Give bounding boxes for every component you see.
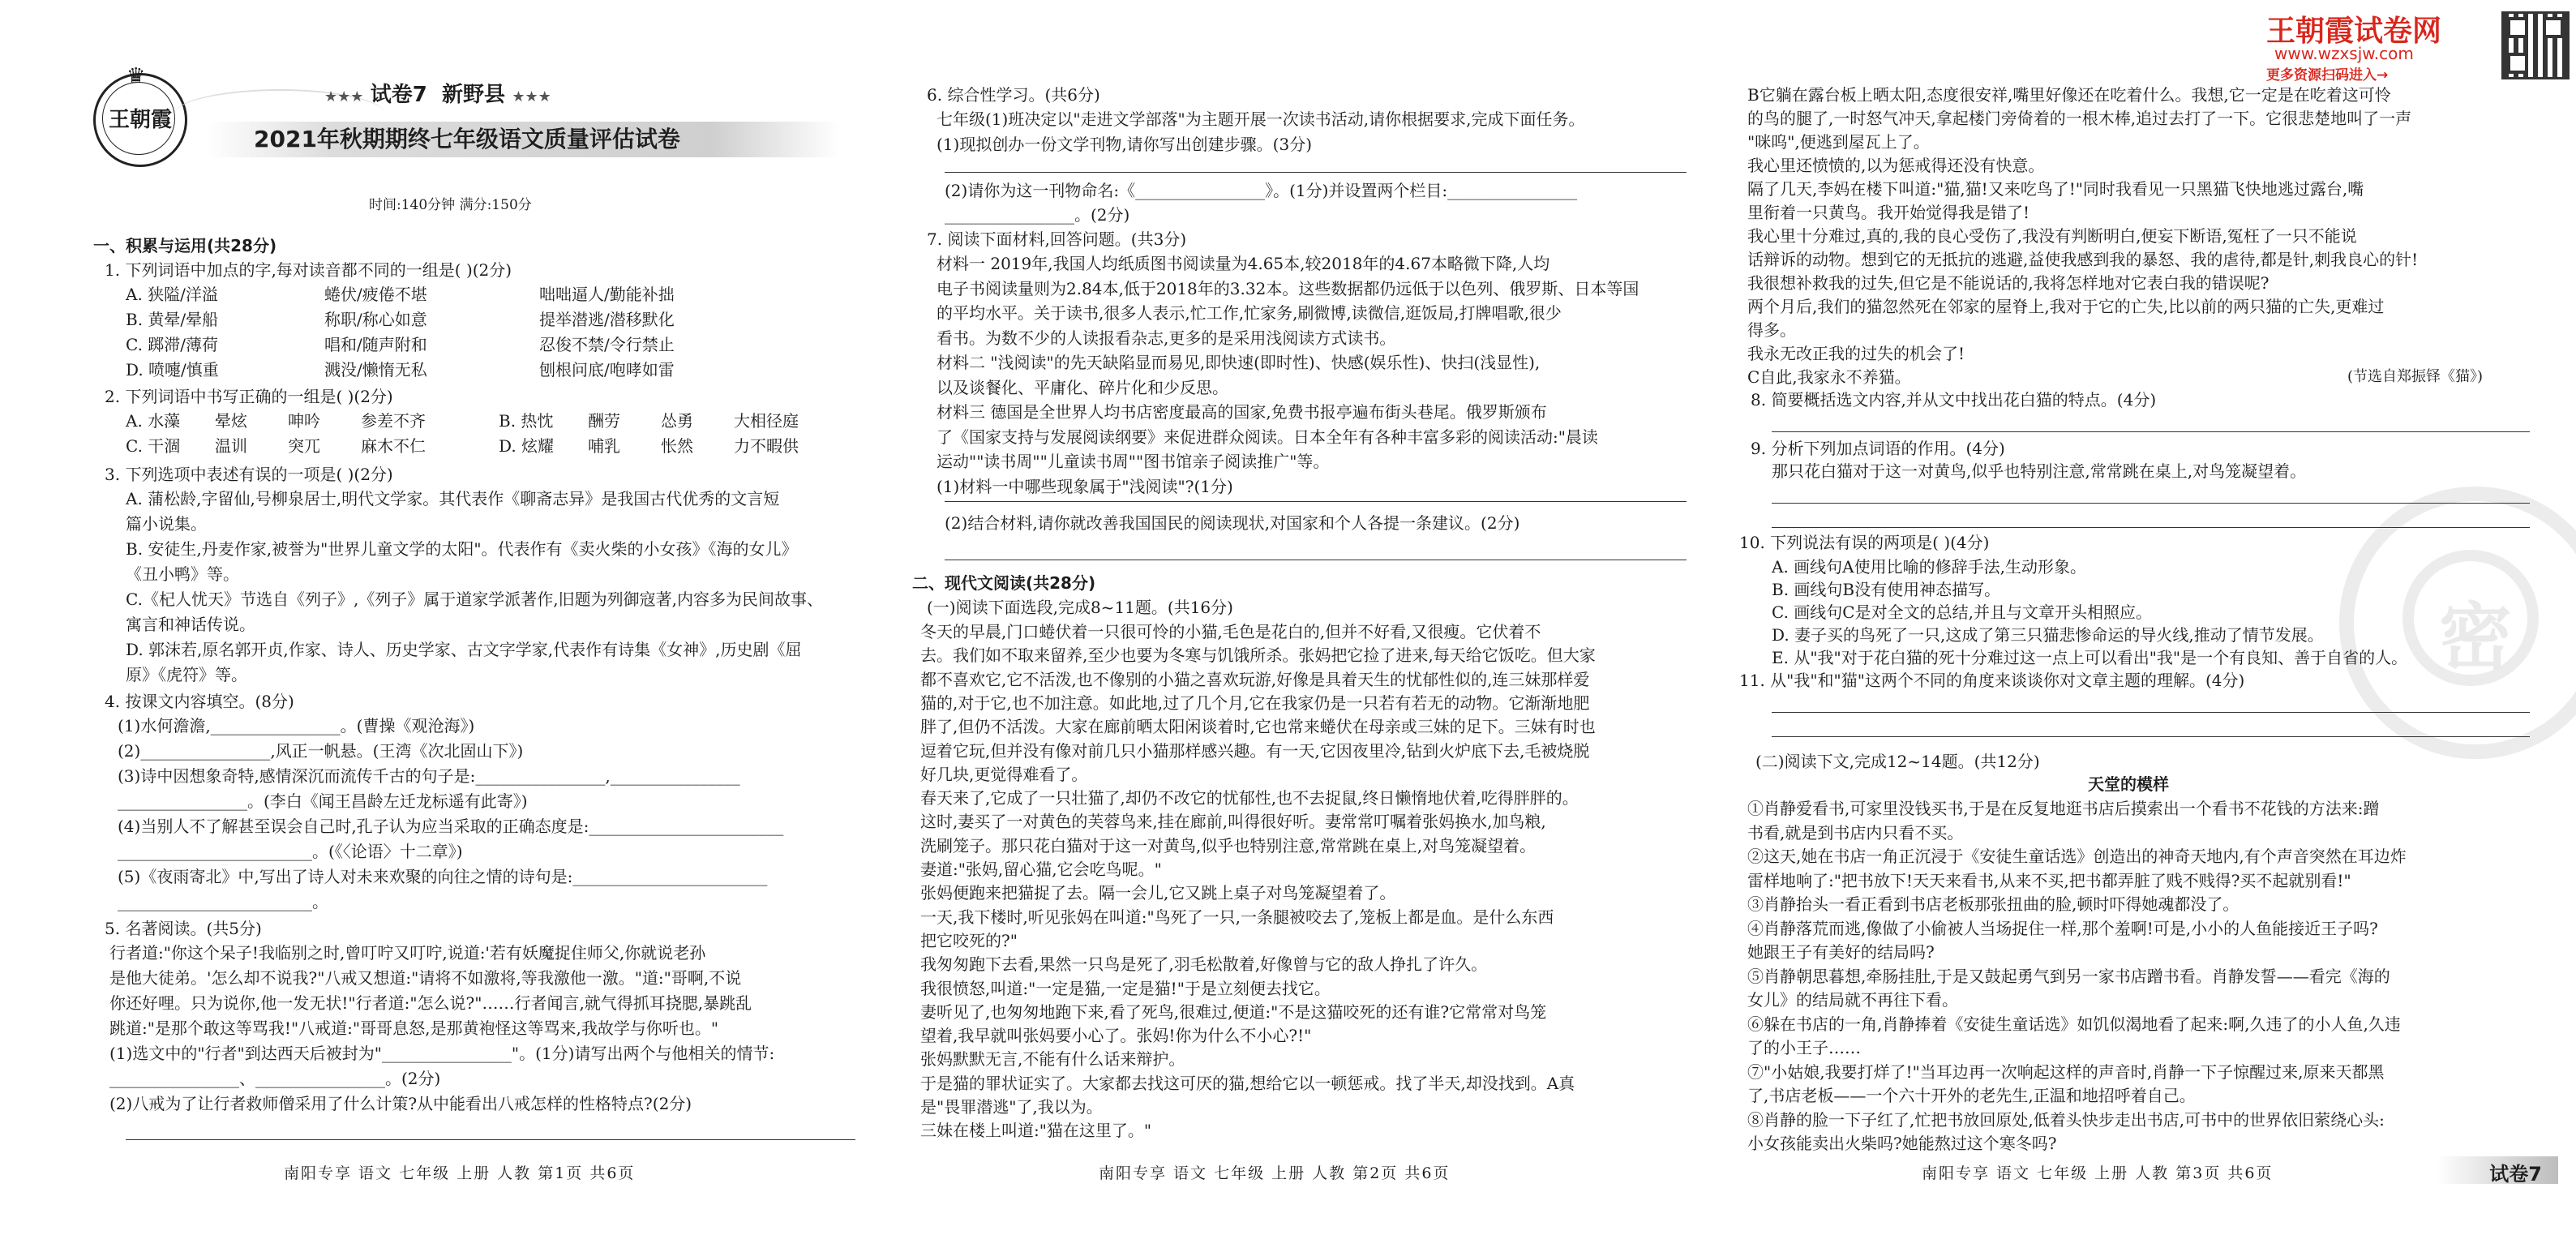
question-9: 9. 分析下列加点词语的作用。(4分) (1751, 439, 2005, 458)
page-3-footer: 南阳专享 语文 七年级 上册 人教 第3页 共6页 (1922, 1164, 2274, 1182)
brand-name: 王朝霞试卷网 (2266, 15, 2442, 48)
option-text: 提举潜逃/潜移默化 (539, 310, 675, 329)
passage-line: ⑤肖静朝思暮想,牵肠挂肚,于是又鼓起勇气到另一家书店蹭书看。肖静发誓——看完《海的 (1747, 966, 2390, 986)
corner-label-text: 试卷7 (2489, 1163, 2542, 1186)
question-10: 10. 下列说法有误的两项是( )(4分) (1739, 533, 1990, 552)
option-text: C. 踯滞/薄荷 (126, 335, 219, 354)
passage-line: 了的小王子…… (1747, 1038, 1861, 1057)
passage-line: 我永无改正我的过失的机会了! (1747, 344, 1965, 363)
passage-line: B它躺在露台板上晒太阳,态度很安祥,嘴里好像还在吃着什么。我想,它一定是在吃着这可怜 (1747, 85, 2391, 105)
option-text: D. 喷嚏/慎重 (126, 360, 219, 380)
answer-line[interactable] (1772, 503, 2530, 504)
passage-line: 洗刷笼子。那只花白猫对于这一对黄鸟,似乎也特别注意,常常跳在桌上,对鸟笼凝望着。 (920, 835, 1537, 855)
material-line: 运动""读书周""儿童读书周""图书馆亲子阅读推广"等。 (937, 452, 1330, 471)
section-3-subtitle: (二)阅读下文,完成12~14题。(共12分) (1755, 752, 2040, 771)
option-text: 唱和/随声附和 (324, 335, 427, 354)
fill-blank-item: (5)《夜雨寄北》中,写出了诗人对未来欢聚的向往之情的诗句是:________________________ (118, 867, 768, 886)
question-6-2b: ________________。(2分) (945, 205, 1130, 225)
passage-line: 女儿》的结局就不再往下看。 (1747, 990, 1958, 1010)
material-line: (1)材料一中哪些现象属于"浅阅读"?(1分) (937, 476, 1233, 496)
passage-line: 是"畏罪潜逃"了,我以为。 (920, 1097, 1103, 1117)
option-text: 晕炫 (215, 411, 247, 431)
passage-line: (1)选文中的"行者"到达西天后被封为"________________"。(1分)请写出两个与他相关的情节: (109, 1044, 775, 1063)
passage-line: 她跟王子有美好的结局吗? (1747, 942, 1935, 962)
option-text: A. 水藻 (126, 411, 181, 431)
watermark-seal: 密 (2339, 487, 2576, 759)
passage-line: 两个月后,我们的猫忽然死在邻家的屋脊上,我对于它的亡失,比以前的两只猫的亡失,更难过 (1747, 297, 2385, 316)
section-1-title: 一、积累与运用(共28分) (93, 236, 277, 255)
passage-line: ④肖静落荒而逃,像做了小偷被人当场捉住一样,那个羞啊!可是,小小的人鱼能接近王子吗? (1747, 918, 2378, 938)
passage-line: C自此,我家永不养猫。 (1747, 367, 1911, 387)
passage-line: 张妈默默无言,不能有什么话来辩护。 (920, 1049, 1185, 1070)
county-name: 新野县 (442, 83, 506, 107)
passage-line: 三妹在楼上叫道:"猫在这里了。" (920, 1121, 1152, 1141)
option-text: 突兀 (288, 436, 320, 456)
qr-code-icon[interactable] (2501, 11, 2570, 79)
passage-line: ________________、________________。(2分) (109, 1069, 441, 1088)
answer-line[interactable] (945, 172, 1687, 173)
passage-line: 妻听见了,也匆匆地跑下来,看了死鸟,很难过,便道:"不是这猫咬死的还有谁?它常常对鸟笼 (920, 1001, 1547, 1022)
option-text: 《丑小鸭》等。 (126, 564, 239, 584)
option-text: D. 炫耀 (499, 436, 555, 456)
question-line: 七年级(1)班决定以"走进文学部落"为主题开展一次读书活动,请你根据要求,完成下面任务。 (937, 109, 1585, 129)
passage-line: 你还好哩。只为说你,他一发无状!"行者道:"怎么说?"……行者闻言,就气得抓耳挠腮,暴跳乱 (109, 993, 752, 1013)
option-text: A. 蒲松龄,字留仙,号柳泉居士,明代文学家。其代表作《聊斋志异》是我国古代优秀的文言短 (126, 489, 780, 508)
material-line: 了《国家支持与发展阅读纲要》来促进群众阅读。日本全年有各种丰富多彩的阅读活动:"晨读 (937, 427, 1598, 447)
crown-icon: ♛ (126, 64, 146, 88)
option-text: D. 妻子买的鸟死了一只,这成了第三只猫悲惨命运的导火线,推动了情节发展。 (1772, 625, 2324, 645)
section-3-title: 天堂的模样 (2088, 774, 2169, 794)
option-text: B. 黄晕/晕船 (126, 310, 219, 329)
passage-line: 张妈便跑来把猫捉了去。隔一会儿,它又跳上桌子对鸟笼凝望着了。 (920, 883, 1396, 903)
passage-line: 跳道:"是那个敢这等骂我!"八戒道:"哥哥息怒,是那黄袍怪这等骂来,我故学与你听也。" (109, 1018, 719, 1038)
brand-logo (93, 64, 187, 167)
passage-line: ⑧肖静的脸一下子红了,忙把书放回原处,低着头快步走出书店,可书中的世界依旧萦绕心头: (1747, 1109, 2385, 1130)
option-text: D. 郭沫若,原名郭开贞,作家、诗人、历史学家、古文字学家,代表作有诗集《女神》,历史剧《屈 (126, 640, 802, 659)
corner-label (2437, 1156, 2558, 1184)
option-text: 酬劳 (588, 411, 620, 431)
material-line: 材料二 "浅阅读"的先天缺陷显而易见,即快速(即时性)、快感(娱乐性)、快扫(浅显性), (937, 353, 1541, 372)
passage-line: 一天,我下楼时,听见张妈在叫道:"鸟死了一只,一条腿被咬去了,笼板上都是血。是什么东西 (920, 907, 1554, 927)
passage-line: 望着,我早就叫张妈要小心了。张妈!你为什么不小心?!" (920, 1026, 1312, 1046)
material-line: 看书。为数不少的人读报看杂志,更多的是采用浅阅读方式读书。 (937, 328, 1396, 348)
section-2-title: 二、现代文阅读(共28分) (912, 573, 1096, 593)
passage-line: ③肖静抬头一看正看到书店老板那张扭曲的脸,顿时吓得她魂都没了。 (1747, 894, 2240, 914)
page-1 (93, 0, 864, 1235)
option-text: 力不暇供 (734, 436, 799, 456)
passage-line: 好几块,更觉得难看了。 (920, 764, 1088, 784)
material-line: 材料三 德国是全世界人均书店密度最高的国家,免费书报亭遍布街头巷尾。俄罗斯颁布 (937, 402, 1547, 422)
question-2: 2. 下列词语中书写正确的一组是( )(2分) (105, 387, 393, 406)
option-text: C. 画线句C是对全文的总结,并且与文章开头相照应。 (1772, 602, 2152, 622)
section-2-subtitle: (一)阅读下面选段,完成8~11题。(共16分) (927, 598, 1233, 617)
fill-blank-item: (4)当别人不了解甚至误会自己时,孔子认为应当采取的正确态度是:________________________ (118, 817, 784, 836)
question-6: 6. 综合性学习。(共6分) (927, 85, 1100, 105)
passage-line: 逗着它玩,但并没有像对前几只小猫那样感兴趣。有一天,它因夜里冷,钻到火炉底下去,毛被烧脱 (920, 740, 1590, 761)
passage-line: 的鸟的腿了,一时怒气冲天,拿起楼门旁倚着的一根木棒,追过去打了一下。它很悲楚地叫了一声 (1747, 109, 2412, 128)
brand-tag: 更多资源扫码进入→ (2266, 67, 2389, 84)
option-text: B. 画线句B没有使用神态描写。 (1772, 580, 2001, 599)
option-text: E. 从"我"对于花白猫的死十分难过这一点上可以看出"我"是一个有良知、善于自省的人。 (1772, 648, 2408, 667)
page-1-footer: 南阳专享 语文 七年级 上册 人教 第1页 共6页 (284, 1164, 636, 1182)
passage-line: 胖了,但仍不活泼。大家在廊前晒太阳闲谈着时,它也常来蜷伏在母亲或三妹的足下。三妹有时也 (920, 717, 1596, 737)
option-text: 哺乳 (588, 436, 620, 456)
logo-text: 王朝霞 (108, 108, 172, 132)
passage-line: "咪呜",便逃到屋瓦上了。 (1747, 132, 1930, 152)
question-3: 3. 下列选项中表述有误的一项是( )(2分) (105, 465, 393, 484)
passage-line: 是他大徒弟。'怎么却不说我?"八戒又想道:"请将不如激将,等我激他一激。"道:"哥啊,不说 (109, 968, 742, 988)
passage-line: 冬天的早晨,门口蜷伏着一只很可怜的小猫,毛色是花白的,但并不好看,又很瘦。它伏着不 (920, 622, 1541, 641)
exam-title: 2021年秋期期终七年级语文质量评估试卷 (254, 126, 680, 152)
option-text: C.《杞人忧天》节选自《列子》,《列子》属于道家学派著作,旧题为列御寇著,内容多为民间故事、 (126, 590, 824, 609)
option-text: 原》《虎符》等。 (126, 665, 247, 684)
fill-blank-item: ________________________。 (118, 892, 328, 911)
option-text: 称职/称心如意 (324, 310, 427, 329)
passage-line: 得多。 (1747, 320, 1796, 340)
passage-line: 里衔着一只黄鸟。我开始觉得我是错了! (1747, 203, 2030, 222)
page-2-footer: 南阳专享 语文 七年级 上册 人教 第2页 共6页 (1099, 1164, 1451, 1182)
exam-number: 试卷7 (370, 83, 427, 107)
option-text: C. 干涸 (126, 436, 181, 456)
fill-blank-item: ________________________。(《〈论语〉十二章》) (118, 842, 463, 861)
option-text: 呻吟 (288, 411, 320, 431)
passage-line: 我很愤怒,叫道:"一定是猫,一定是猫!"于是立刻便去找它。 (920, 978, 1331, 998)
material-line: 的平均水平。关于读书,很多人表示,忙工作,忙家务,刷微博,读微信,逛饭局,打牌唱歌,很少 (937, 303, 1562, 323)
option-text: 大相径庭 (734, 411, 799, 431)
fill-blank-item: (2)________________,风正一帆悬。(王湾《次北固山下》) (118, 741, 524, 761)
passage-line: ⑥躲在书店的一角,肖静捧着《安徒生童话选》如饥似渴地看了起来:啊,久违了的小人鱼,久违 (1747, 1014, 2401, 1034)
option-text: A. 狭隘/洋溢 (126, 285, 218, 304)
page-2 (912, 0, 1691, 1235)
passage-line: 于是猫的罪状证实了。大家都去找这可厌的猫,想给它以一顿惩戒。找了半天,却没找到。A真 (920, 1073, 1575, 1093)
option-text: 刨根问底/咆哮如雷 (539, 360, 675, 380)
question-4: 4. 按课文内容填空。(8分) (105, 692, 294, 711)
question-5: 5. 名著阅读。(共5分) (105, 919, 262, 938)
option-text: 参差不齐 (361, 411, 426, 431)
passage-line: 我心里还愤愤的,以为惩戒得还没有快意。 (1747, 156, 2045, 175)
option-text: A. 画线句A使用比喻的修辞手法,生动形象。 (1772, 557, 2086, 577)
stars-right: ★★★ (512, 88, 551, 105)
question-7: 7. 阅读下面材料,回答问题。(共3分) (927, 229, 1187, 249)
passage-line: 书看,就是到书店内只看不买。 (1747, 822, 1964, 843)
passage-line: 把它咬死的?" (920, 930, 1018, 950)
passage-line: ②这天,她在书店一角正沉浸于《安徒生童话选》创造出的神奇天地内,有个声音突然在耳边炸 (1747, 847, 2407, 866)
question-11: 11. 从"我"和"猫"这两个不同的角度来谈谈你对文章主题的理解。(4分) (1739, 671, 2245, 690)
passage-line: 这时,妻买了一对黄色的芙蓉鸟来,挂在廊前,叫得很好听。妻常常叮嘱着张妈换水,加鸟粮, (920, 812, 1546, 832)
material-line: 电子书阅读量则为2.84本,低于2018年的3.32本。这些数据都仍远低于以色列、俄罗斯、日本等国 (937, 278, 1639, 298)
passage-line: 小女孩能卖出火柴吗?她能熬过这个寒冬吗? (1747, 1134, 2057, 1153)
brand-url: www.wzxsjw.com (2274, 44, 2414, 63)
passage-line: 我很想补救我的过失,但它是不能说话的,我将怎样地对它表白我的错误呢? (1747, 273, 2270, 293)
answer-line[interactable] (1772, 712, 2530, 713)
passage-line: 猫的,对于它,也不加注意。如此地,过了几个月,它在我家仍是一只若有若无的动物。它渐渐地肥 (920, 693, 1590, 713)
question-8: 8. 简要概括选文内容,并从文中找出花白猫的特点。(4分) (1751, 390, 2157, 410)
passage-line: 春天来了,它成了一只壮猫了,却仍不改它的忧郁性,也不去捉鼠,终日懒惰地伏着,吃得胖胖的。 (920, 788, 1579, 808)
option-text: 溅没/懒惰无私 (324, 360, 427, 380)
option-text: 怂勇 (661, 411, 693, 431)
passage-line: 都不喜欢它,它不活泼,也不像别的小猫之喜欢玩游,好像是具着天生的忧郁性似的,连三妹那样爱 (920, 669, 1590, 689)
question-1: 1. 下列词语中加点的字,每对读音都不同的一组是( )(2分) (105, 260, 512, 280)
fill-blank-item: (1)水何澹澹,________________。(曹操《观沧海》) (118, 716, 475, 735)
option-text: B. 安徒生,丹麦作家,被誉为"世界儿童文学的太阳"。代表作有《卖火柴的小女孩》《海的女儿》 (126, 539, 798, 559)
answer-line[interactable] (126, 1139, 855, 1140)
question-line: (1)现拟创办一份文学刊物,请你写出创建步骤。(3分) (937, 135, 1313, 154)
fill-blank-item: ________________。(李白《闻王昌龄左迁龙标遥有此寄》) (118, 791, 528, 811)
question-7-2: (2)结合材料,请你就改善我国国民的阅读现状,对国家和个人各提一条建议。(2分) (945, 513, 1520, 533)
passage-line: 雷样地响了:"把书放下!天天来看书,从来不买,把书都弄脏了贱不贱得?买不起就别看!" (1747, 870, 2351, 890)
option-text: 篇小说集。 (126, 514, 207, 534)
material-line: 材料一 2019年,我国人均纸质图书阅读量为4.65本,较2018年的4.67本略微下降,人均 (937, 254, 1550, 273)
option-text: 蜷伏/疲倦不堪 (324, 285, 427, 304)
option-text: 麻木不仁 (361, 436, 426, 456)
passage-line: 我匆匆跑下去看,果然一只鸟是死了,羽毛松散着,好像曾与它的敌人挣扎了许久。 (920, 954, 1488, 975)
passage-line: 妻道:"张妈,留心猫,它会吃鸟呢。" (920, 860, 1162, 879)
option-text: 温训 (215, 436, 247, 456)
option-text: 寓言和神话传说。 (126, 615, 255, 634)
option-text: B. 热忱 (499, 411, 554, 431)
answer-line[interactable] (1772, 736, 2530, 737)
answer-line[interactable] (1772, 431, 2530, 432)
page-3 (1739, 0, 2558, 1235)
passage-line: 我心里十分难过,真的,我的良心受伤了,我没有判断明白,便妄下断语,冤枉了一只不能说 (1747, 226, 2357, 246)
passage-line: 行者道:"你这个呆子!我临别之时,曾叮咛又叮咛,说道:'若有妖魔捉住师父,你就说老孙 (109, 943, 706, 963)
stars-left: ★★★ (324, 88, 364, 105)
option-text: 怅然 (661, 436, 693, 456)
answer-line[interactable] (1772, 527, 2530, 528)
passage-line: 隔了几天,李妈在楼下叫道:"猫,猫!又来吃鸟了!"同时我看见一只黑猫飞快地逃过露台,嘴 (1747, 179, 2364, 199)
passage-line: 了,书店老板——一个六十开外的老先生,正温和地招呼着自己。 (1747, 1086, 2196, 1105)
passage-line: ⑦"小姑娘,我要打烊了!"当耳边再一次响起这样的声音时,肖静一下子惊醒过来,原来天都黑 (1747, 1061, 2385, 1082)
material-line: 以及谈餐化、平庸化、碎片化和少反思。 (937, 377, 1228, 397)
exam-meta: 时间:140分钟 满分:150分 (369, 197, 532, 213)
passage-line: 话辩诉的动物。想到它的无抵抗的逃避,益使我感到我的暴怒、我的虐待,都是针,刺我良心的针! (1747, 250, 2419, 269)
option-text: 忍俊不禁/令行禁止 (539, 335, 675, 354)
fill-blank-item: (3)诗中因想象奇特,感情深沉而流传千古的句子是:________________,________________ (118, 766, 740, 786)
option-text: 咄咄逼人/勤能补拙 (539, 285, 675, 304)
exam-heading (324, 81, 864, 111)
question-6-2: (2)请你为这一刊物命名:《________________》。(1分)并设置两个栏目:________________ (945, 181, 1578, 200)
passage-line: ①肖静爱看书,可家里没钱买书,于是在反复地逛书店后摸索出一个看书不花钱的方法来:蹭 (1747, 799, 2380, 818)
question-9-sentence: 那只花白猫对于这一对黄鸟,似乎也特别注意,常常跳在桌上,对鸟笼凝望着。 (1772, 461, 2307, 481)
passage-line: (2)八戒为了让行者救师僧采用了什么计策?从中能看出八戒怎样的性格特点?(2分) (109, 1094, 692, 1113)
passage-source: (节选自郑振铎《猫》) (2347, 368, 2484, 385)
answer-line[interactable] (945, 501, 1687, 502)
passage-line: 去。我们如不取来留养,至少也要为冬寒与饥饿所杀。张妈把它捡了进来,每天给它饭吃。但大家 (920, 645, 1596, 666)
